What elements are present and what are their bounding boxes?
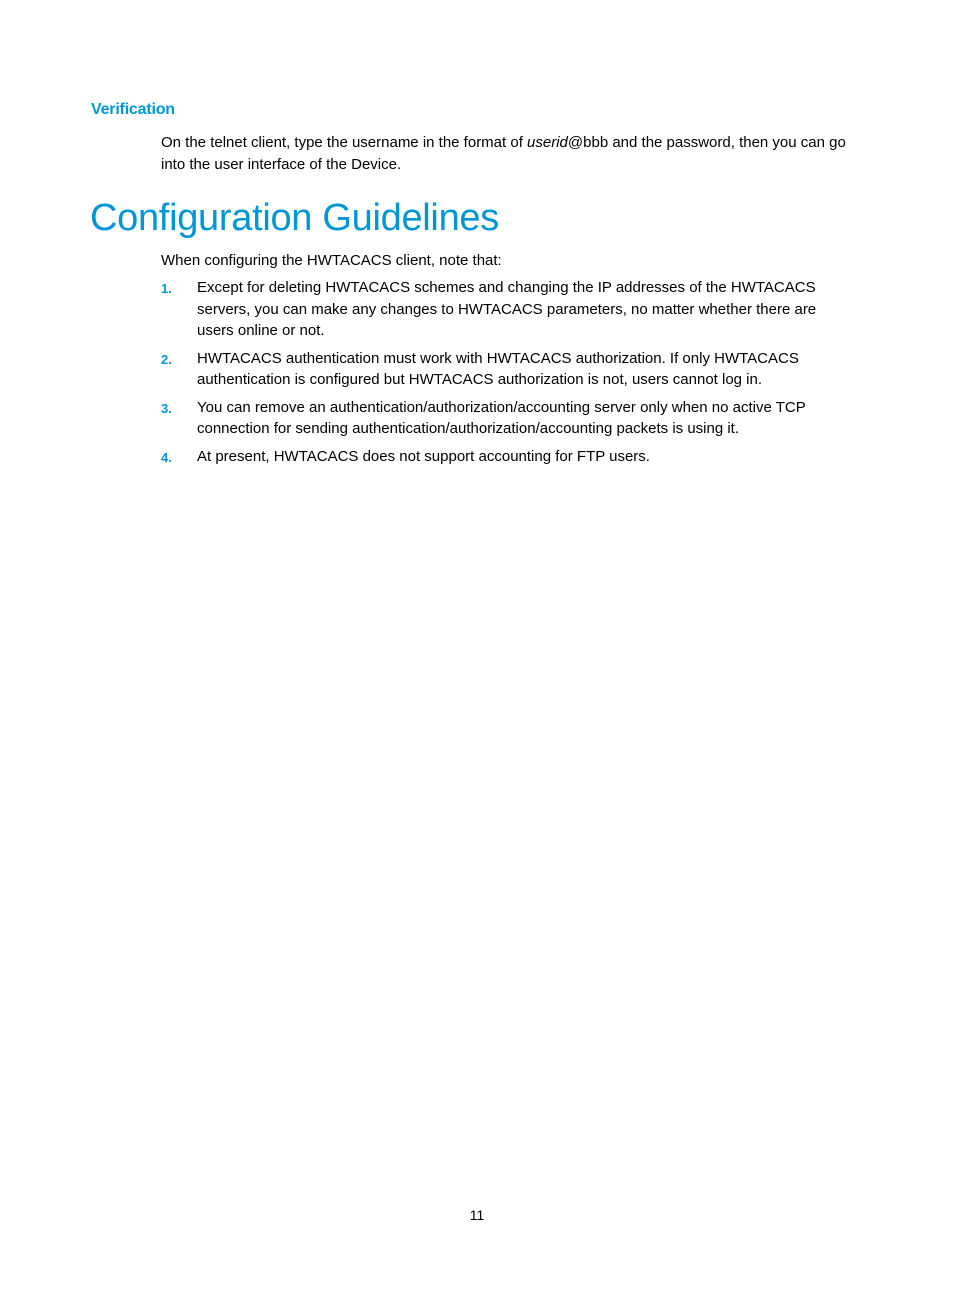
verification-paragraph (161, 132, 873, 175)
list-item (161, 277, 851, 342)
list-item (161, 446, 851, 468)
list-item-number: 3. (161, 400, 172, 416)
list-item-number: 2. (161, 351, 172, 367)
list-item-text: You can remove an authentication/authorization/accounting server only when no active TCP connection for sending authentication/authorization/accounting packets is using it. (197, 398, 806, 437)
list-item-text: HWTACACS authentication must work with HWTACACS authorization. If only HWTACACS authentication is configured but HWTACACS authorization is not, users cannot log in. (197, 349, 799, 388)
intro-paragraph: When configuring the HWTACACS client, note that: (161, 252, 502, 269)
verification-text-italic: userid (527, 134, 568, 151)
verification-text-after: @bbb and the password, then you can go into the user interface of the Device. (161, 134, 846, 173)
verification-text-before: On the telnet client, type the username in the format of (161, 134, 528, 151)
verification-heading: Verification (91, 101, 175, 118)
list-item-text: At present, HWTACACS does not support accounting for FTP users. (197, 447, 650, 465)
list-item-number: 1. (161, 281, 172, 296)
section-title: Configuration Guidelines (90, 197, 499, 239)
page-number: 11 (469, 1207, 485, 1223)
list-item-text: Except for deleting HWTACACS schemes and changing the IP addresses of the HWTACACS servers, you can make any changes to HWTACACS parameters, no matter whether there are users online or not. (197, 279, 817, 339)
guidelines-list (161, 277, 851, 473)
list-item-number: 4. (161, 449, 172, 465)
list-item (161, 397, 851, 440)
list-item (161, 348, 851, 391)
